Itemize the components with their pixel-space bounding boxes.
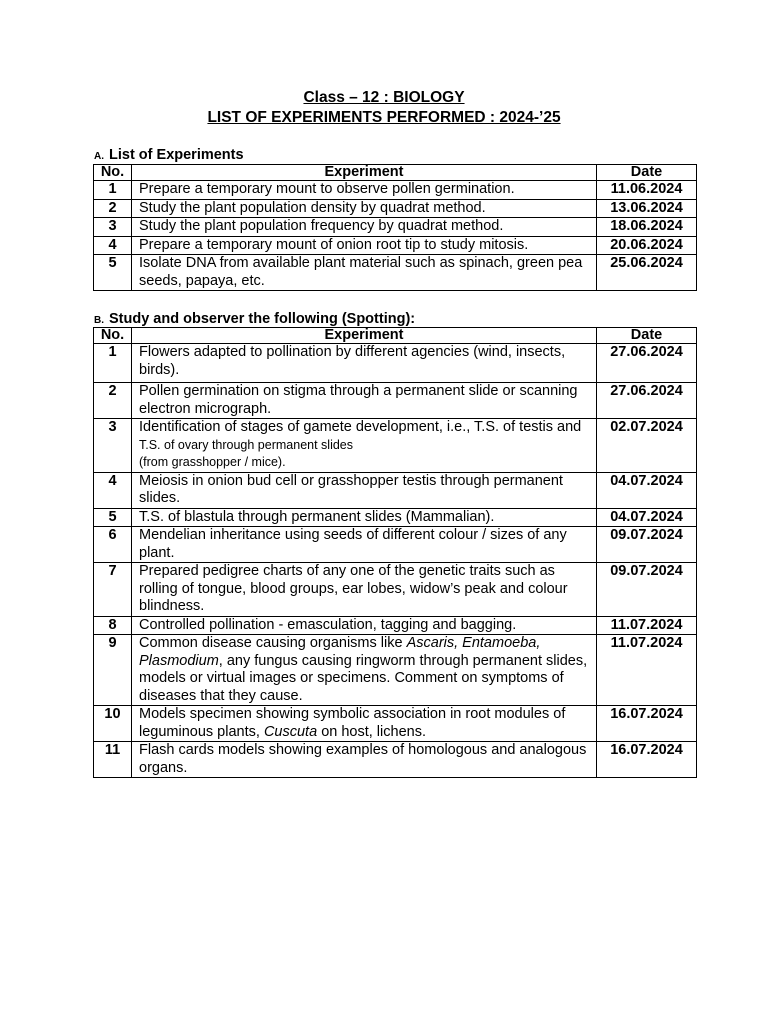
row-italic-cuscuta: Cuscuta xyxy=(263,723,318,740)
section-a-title: List of Experiments xyxy=(109,147,244,163)
row-no: 3 xyxy=(94,419,132,473)
header-experiment: Experiment xyxy=(132,328,597,344)
row-date: 18.06.2024 xyxy=(597,218,697,237)
row-text-b: T.S. of ovary through permanent slides xyxy=(139,437,354,452)
row-text-b: on host, lichens. xyxy=(321,723,426,740)
experiments-table-b xyxy=(93,327,697,778)
header-experiment: Experiment xyxy=(132,165,597,181)
row-date: 11.07.2024 xyxy=(597,635,697,706)
row-experiment: Prepare a temporary mount of onion root tip to study mitosis. xyxy=(132,236,597,255)
row-experiment: Pollen germination on stigma through a permanent slide or scanning electron micrograph. xyxy=(132,383,597,419)
row-experiment: Meiosis in onion bud cell or grasshopper testis through permanent slides. xyxy=(132,472,597,508)
row-experiment: T.S. of blastula through permanent slides (Mammalian). xyxy=(132,508,597,527)
table-header-row xyxy=(94,165,697,181)
table-header-row xyxy=(94,328,697,344)
row-no: 1 xyxy=(94,181,132,200)
row-no: 2 xyxy=(94,383,132,419)
row-experiment xyxy=(132,635,597,706)
row-date: 20.06.2024 xyxy=(597,236,697,255)
row-text-a: Identification of stages of gamete development, i.e., T.S. of testis and xyxy=(139,419,582,435)
row-text-c: (from grasshopper / mice). xyxy=(139,455,286,469)
row-experiment: Study the plant population frequency by quadrat method. xyxy=(132,218,597,237)
row-experiment: Study the plant population density by quadrat method. xyxy=(132,199,597,218)
row-date: 11.07.2024 xyxy=(597,616,697,635)
row-no: 10 xyxy=(94,706,132,742)
row-text-a: Models specimen showing symbolic association in root modules of leguminous plants, xyxy=(139,706,566,740)
table-row xyxy=(94,706,697,742)
table-row xyxy=(94,181,697,200)
table-row xyxy=(94,199,697,218)
header-date: Date xyxy=(597,165,697,181)
table-row xyxy=(94,255,697,291)
row-date: 27.06.2024 xyxy=(597,344,697,383)
header-no: No. xyxy=(94,165,132,181)
row-date: 04.07.2024 xyxy=(597,508,697,527)
row-experiment: Controlled pollination - emasculation, tagging and bagging. xyxy=(132,616,597,635)
row-no: 7 xyxy=(94,563,132,617)
row-no: 4 xyxy=(94,472,132,508)
table-row xyxy=(94,419,697,473)
row-no: 4 xyxy=(94,236,132,255)
table-row xyxy=(94,616,697,635)
row-date: 02.07.2024 xyxy=(597,419,697,473)
table-row xyxy=(94,508,697,527)
table-row xyxy=(94,742,697,778)
table-row xyxy=(94,472,697,508)
row-no: 5 xyxy=(94,255,132,291)
row-no: 8 xyxy=(94,616,132,635)
section-b-title: Study and observer the following (Spotting): xyxy=(109,311,416,327)
row-experiment: Isolate DNA from available plant material such as spinach, green pea seeds, papaya, etc. xyxy=(132,255,597,291)
row-experiment: Flowers adapted to pollination by different agencies (wind, insects, birds). xyxy=(132,344,597,383)
row-date: 16.07.2024 xyxy=(597,706,697,742)
row-experiment: Mendelian inheritance using seeds of different colour / sizes of any plant. xyxy=(132,527,597,563)
header-date: Date xyxy=(597,328,697,344)
row-experiment xyxy=(132,706,597,742)
header-no: No. xyxy=(94,328,132,344)
row-no: 3 xyxy=(94,218,132,237)
row-date: 16.07.2024 xyxy=(597,742,697,778)
row-no: 11 xyxy=(94,742,132,778)
row-no: 5 xyxy=(94,508,132,527)
row-experiment: Flash cards models showing examples of homologous and analogous organs. xyxy=(132,742,597,778)
row-date: 11.06.2024 xyxy=(597,181,697,200)
table-row xyxy=(94,563,697,617)
page-title-class: Class – 12 : BIOLOGY xyxy=(303,89,465,106)
row-experiment: Prepare a temporary mount to observe pollen germination. xyxy=(132,181,597,200)
row-no: 9 xyxy=(94,635,132,706)
table-row xyxy=(94,344,697,383)
row-experiment xyxy=(132,419,597,473)
experiments-table-a xyxy=(93,164,697,291)
section-b-letter: B. xyxy=(94,315,104,326)
row-date: 25.06.2024 xyxy=(597,255,697,291)
section-a-heading xyxy=(94,146,244,166)
row-no: 1 xyxy=(94,344,132,383)
page-title-list: LIST OF EXPERIMENTS PERFORMED : 2024-’25 xyxy=(207,109,561,126)
row-date: 13.06.2024 xyxy=(597,199,697,218)
table-row xyxy=(94,383,697,419)
table-row xyxy=(94,527,697,563)
row-experiment: Prepared pedigree charts of any one of the genetic traits such as rolling of tongue, blood groups, ear lobes, widow’s peak and colour blindness. xyxy=(132,563,597,617)
row-no: 6 xyxy=(94,527,132,563)
row-no: 2 xyxy=(94,199,132,218)
section-a-letter: A. xyxy=(94,151,104,162)
table-row xyxy=(94,236,697,255)
row-text-a: Common disease causing organisms like xyxy=(139,635,403,651)
row-date: 09.07.2024 xyxy=(597,563,697,617)
row-text-b: , any fungus causing ringworm through permanent slides, models or virtual images or specimens. Comment on symptoms of diseases that they cause. xyxy=(139,652,588,704)
table-row xyxy=(94,635,697,706)
row-date: 27.06.2024 xyxy=(597,383,697,419)
row-date: 09.07.2024 xyxy=(597,527,697,563)
row-date: 04.07.2024 xyxy=(597,472,697,508)
table-row xyxy=(94,218,697,237)
row-italic-organisms: Ascaris, Entamoeba, Plasmodium xyxy=(139,635,541,669)
